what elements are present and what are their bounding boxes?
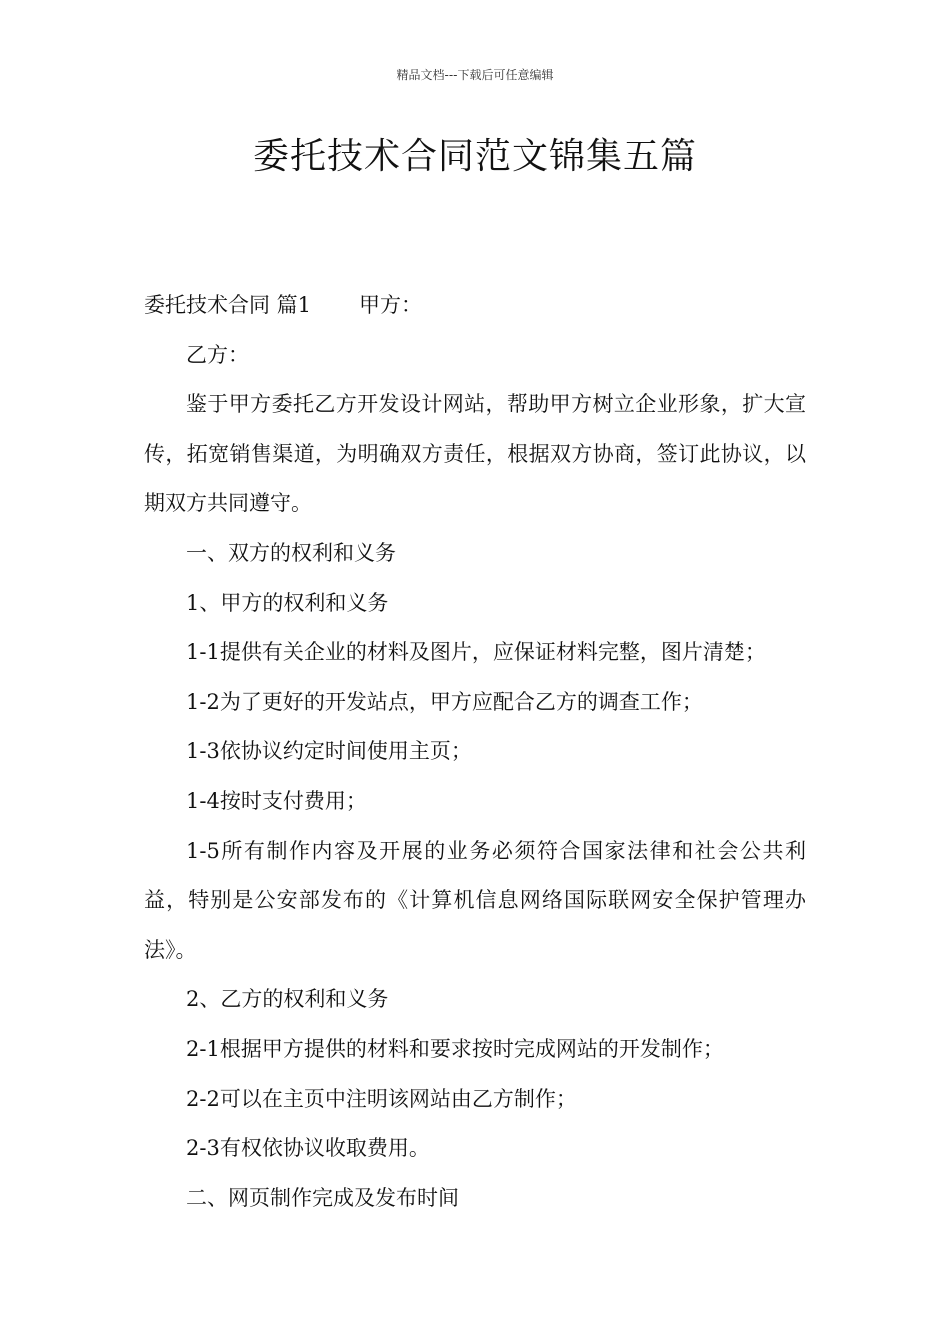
party-a-label: 甲方： [359, 293, 423, 317]
header-note: 精品文档---下载后可任意编辑 [396, 68, 554, 82]
clause-1-3: 1-3依协议约定时间使用主页； [186, 739, 472, 764]
clause-1-5: 1-5所有制作内容及开展的业务必须符合国家法律和社会公共利益，特别是公安部发布的《计算机信息网络国际联网安全保护管理办法》。 [144, 838, 806, 962]
clause-1-1: 1-1提供有关企业的材料及图片，应保证材料完整，图片清楚； [186, 640, 766, 665]
contract-heading: 委托技术合同 篇1 [144, 293, 312, 317]
section-heading-schedule: 二、网页制作完成及发布时间 [186, 1185, 459, 1210]
subsection-heading-party-a: 1、甲方的权利和义务 [186, 590, 389, 615]
preamble-paragraph: 鉴于甲方委托乙方开发设计网站，帮助甲方树立企业形象，扩大宣传，拓宽销售渠道，为明确双方责任，根据双方协商，签订此协议，以期双方共同遵守。 [144, 392, 806, 516]
contract-heading-line [144, 281, 806, 331]
clause-2-2: 2-2可以在主页中注明该网站由乙方制作； [186, 1086, 577, 1111]
document-body [144, 281, 806, 1223]
document-title: 委托技术合同范文锦集五篇 [252, 136, 697, 177]
clause-1-4: 1-4按时支付费用； [186, 788, 367, 813]
clause-2-1: 2-1根据甲方提供的材料和要求按时完成网站的开发制作； [186, 1036, 724, 1061]
section-heading-rights: 一、双方的权利和义务 [186, 540, 396, 565]
subsection-heading-party-b: 2、乙方的权利和义务 [186, 987, 389, 1012]
clause-1-2: 1-2为了更好的开发站点，甲方应配合乙方的调查工作； [186, 689, 703, 714]
clause-2-3: 2-3有权依协议收取费用。 [186, 1136, 430, 1161]
party-b-label: 乙方： [186, 342, 249, 367]
